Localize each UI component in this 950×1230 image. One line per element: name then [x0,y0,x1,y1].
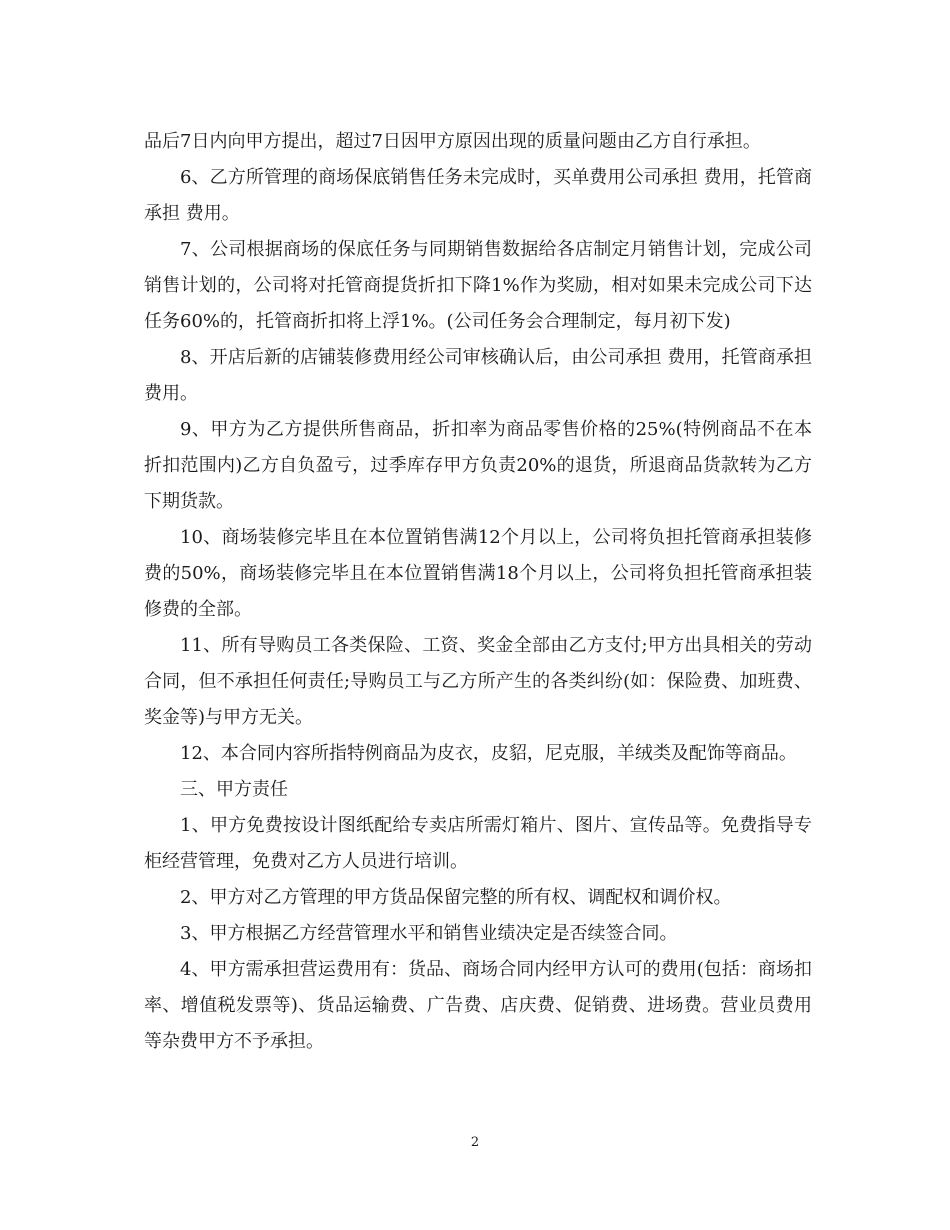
party-a-duty-1: 1、甲方免费按设计图纸配给专卖店所需灯箱片、图片、宣传品等。免费指导专柜经营管理，免费对乙方人员进行培训。 [144,815,812,872]
paragraph-continuation: 品后7日内向甲方提出，超过7日因甲方原因出现的质量问题由乙方自行承担。 [144,131,761,152]
clause-9: 9、甲方为乙方提供所售商品，折扣率为商品零售价格的25%(特例商品不在本折扣范围内)乙方自负盈亏，过季库存甲方负责20%的退货，所退商品货款转为乙方下期货款。 [144,419,812,512]
page-number: 2 [470,1135,480,1150]
clause-8: 8、开店后新的店铺装修费用经公司审核确认后，由公司承担 费用，托管商承担 费用。 [144,347,812,404]
clause-12: 12、本合同内容所指特例商品为皮衣，皮貂，尼克服，羊绒类及配饰等商品。 [180,743,797,764]
section-heading: 三、甲方责任 [180,779,288,800]
party-a-duty-4: 4、甲方需承担营运费用有：货品、商场合同内经甲方认可的费用(包括：商场扣率、增值税发票等)、货品运输费、广告费、店庆费、促销费、进场费。营业员费用等杂费甲方不予承担。 [144,959,812,1052]
party-a-duty-3: 3、甲方根据乙方经营管理水平和销售业绩决定是否续签合同。 [180,923,678,944]
clause-7: 7、公司根据商场的保底任务与同期销售数据给各店制定月销售计划，完成公司销售计划的，公司将对托管商提货折扣下降1%作为奖励，相对如果未完成公司下达任务60%的，托管商折扣将上浮1%。(公司任务会合理制定，每月初下发) [144,239,812,332]
clause-11: 11、所有导购员工各类保险、工资、奖金全部由乙方支付;甲方出具相关的劳动合同，但不承担任何责任;导购员工与乙方所产生的各类纠纷(如：保险费、加班费、奖金等)与甲方无关。 [144,635,812,728]
document-body [144,124,812,1060]
clause-6: 6、乙方所管理的商场保底销售任务未完成时，买单费用公司承担 费用，托管商承担 费用。 [144,167,812,224]
party-a-duty-2: 2、甲方对乙方管理的甲方货品保留完整的所有权、调配权和调价权。 [180,887,732,908]
clause-10: 10、商场装修完毕且在本位置销售满12个月以上，公司将负担托管商承担装修费的50%，商场装修完毕且在本位置销售满18个月以上，公司将负担托管商承担装修费的全部。 [144,527,812,620]
